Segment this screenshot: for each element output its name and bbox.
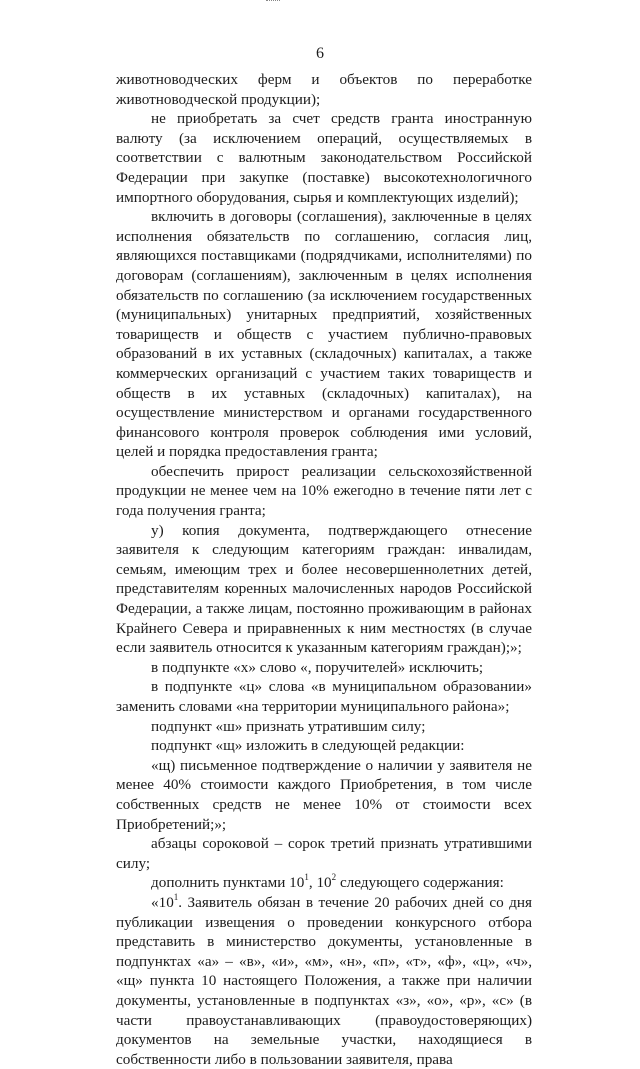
paragraph-11: абзацы сороковой – сорок третий признать утратившими силу; bbox=[116, 835, 532, 872]
page-number: 6 bbox=[316, 45, 324, 62]
supplement-mid: , 10 bbox=[308, 874, 332, 892]
supplement-prefix: дополнить пунктами 10 bbox=[151, 874, 305, 892]
paragraph-8: подпункт «ш» признать утратившим силу; bbox=[151, 717, 426, 735]
new-point-sup: 1 bbox=[173, 891, 179, 902]
supplement-suffix: следующего содержания: bbox=[336, 874, 504, 892]
document-body bbox=[116, 70, 532, 1069]
paragraph-supplement bbox=[116, 873, 532, 893]
paragraph-5: у) копия документа, подтверждающего отнесение заявителя к следующим категориям граждан: инвалидам, семьям, имеющим трех и более несовершеннолетних детей, представителям коренных малочисленных народов Российской Федерации, а также лицам, постоянно проживающим в районах Крайнего Севера и приравненных к ним местностях (в случае если заявитель относится к указанным категориям граждан);»; bbox=[116, 521, 532, 657]
paragraph-9: подпункт «щ» изложить в следующей редакции: bbox=[151, 737, 465, 755]
paragraph-7: в подпункте «ц» слова «в муниципальном образовании» заменить словами «на территории муниципального района»; bbox=[116, 678, 532, 715]
paragraph-1: животноводческих ферм и объектов по переработке животноводческой продукции); bbox=[116, 71, 532, 108]
supplement-sup-1: 1 bbox=[304, 872, 309, 883]
new-point-text: . Заявитель обязан в течение 20 рабочих дней со дня публикации извещения о проведении конкурсного отбора представить в министерство документы, установленные в подпунктах «а» – «в», «и», «м», «н», «п», «т», «ф», «ц», «ч», «щ» пункта 10 настоящего Положения, а также при наличии документы, установленные в подпунктах «з», «о», «р», «с» (в части правоустанавливающих (правоудостоверяющих) документов на земельные участки, находящиеся в собственности либо в пользовании заявителя, права bbox=[116, 893, 532, 1068]
paragraph-10: «щ) письменное подтверждение о наличии у заявителя не менее 40% стоимости каждого Приобретения, в том числе собственных средств не менее 10% от стоимости всех Приобретений;»; bbox=[116, 756, 532, 833]
paragraph-4: обеспечить прирост реализации сельскохозяйственной продукции не менее чем на 10% ежегодно в течение пяти лет с года получения гранта; bbox=[116, 462, 532, 520]
paragraph-new-point bbox=[116, 893, 532, 1069]
new-point-prefix: «10 bbox=[151, 893, 174, 911]
paragraph-2: не приобретать за счет средств гранта иностранную валюту (за исключением операций, осуществляемых в соответствии с валютным законодательством Российской Федерации при закупке (поставке) высокотехнологичного импортного оборудования, сырья и комплектующих изделий); bbox=[116, 110, 532, 206]
scan-artifact bbox=[266, 0, 280, 4]
paragraph-3: включить в договоры (соглашения), заключенные в целях исполнения обязательств по соглашению, согласия лиц, являющихся поставщиками (подрядчиками, исполнителями) по договорам (соглашениям), заключенным в целях исполнения обязательств по соглашению (за исключением государственных (муниципальных) унитарных предприятий, хозяйственных товариществ и обществ с участием публично-правовых образований в их уставных (складочных) капиталах, а также коммерческих организаций с участием таких товариществ и обществ в их уставных (складочных) капиталах), на осуществление министерством и органами государственного финансового контроля проверок соблюдения ими условий, целей и порядка предоставления гранта; bbox=[116, 208, 532, 461]
supplement-sup-2: 2 bbox=[331, 872, 337, 883]
paragraph-6: в подпункте «х» слово «, поручителей» исключить; bbox=[151, 658, 484, 676]
